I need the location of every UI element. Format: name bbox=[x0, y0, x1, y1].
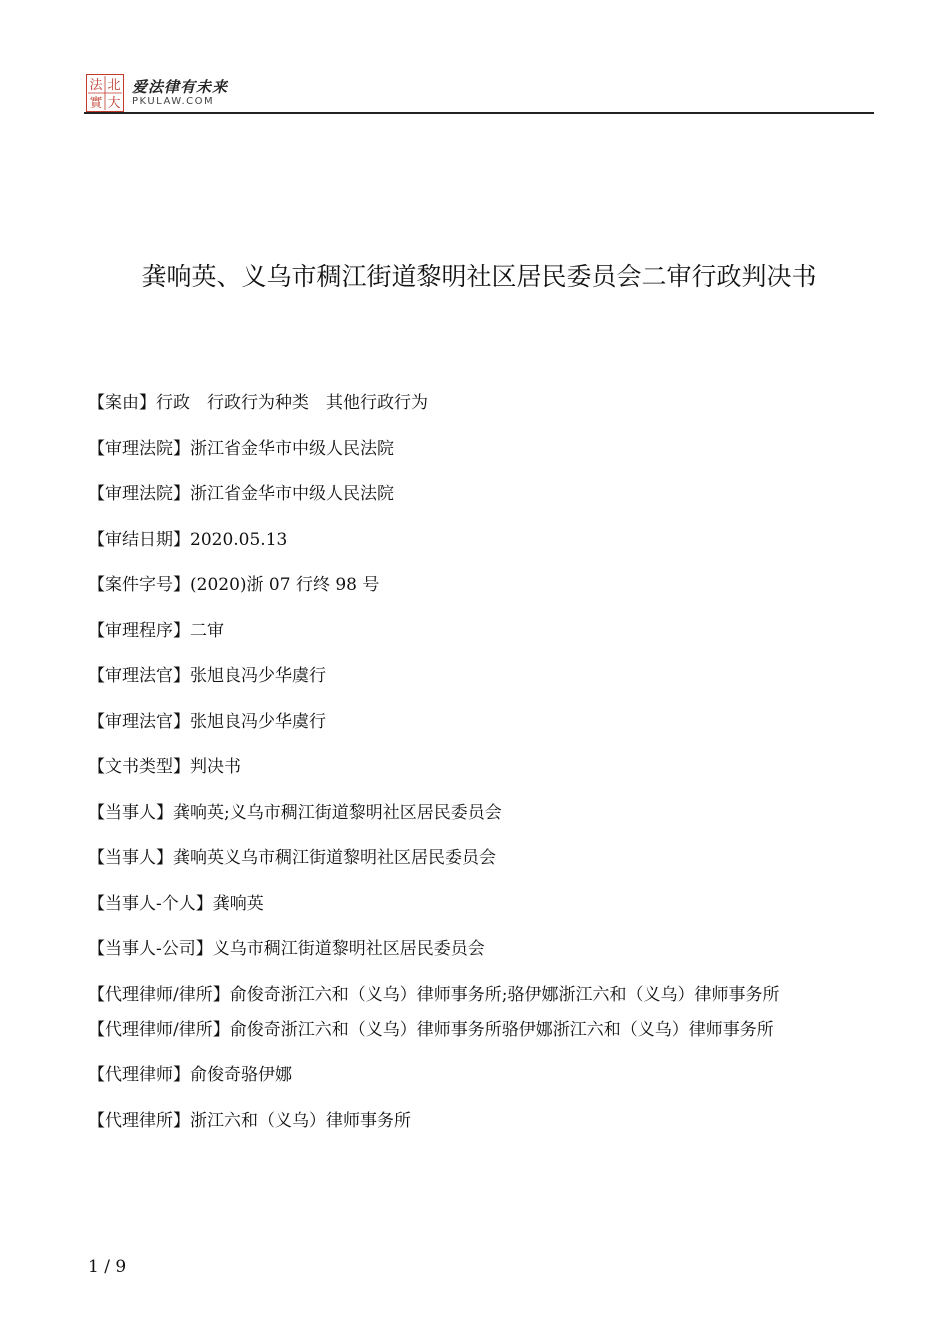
svg-text:北: 北 bbox=[107, 78, 121, 93]
field-procedure bbox=[88, 616, 868, 662]
field-value: 浙江省金华市中级人民法院 bbox=[190, 438, 394, 459]
field-parties bbox=[88, 798, 868, 844]
field-court bbox=[88, 434, 868, 480]
field-court bbox=[88, 479, 868, 525]
field-label: 【审理法院】 bbox=[88, 484, 190, 504]
field-party-individual bbox=[88, 889, 868, 935]
field-label: 【案件字号】 bbox=[88, 575, 190, 595]
field-value: 张旭良冯少华虞行 bbox=[190, 711, 326, 732]
field-label: 【审理法官】 bbox=[88, 666, 190, 686]
field-value: 浙江省金华市中级人民法院 bbox=[190, 484, 394, 504]
svg-text:大: 大 bbox=[107, 96, 121, 111]
field-judges bbox=[88, 661, 868, 707]
field-label: 【当事人-个人】 bbox=[88, 893, 213, 914]
field-value: 龚响英;义乌市稠江街道黎明社区居民委员会 bbox=[173, 802, 502, 823]
field-label: 【审理法院】 bbox=[88, 438, 190, 459]
metadata-fields bbox=[88, 388, 868, 1151]
field-value: 2020.05.13 bbox=[190, 529, 288, 550]
field-label: 【文书类型】 bbox=[88, 757, 190, 777]
field-parties bbox=[88, 843, 868, 889]
field-value: (2020)浙 07 行终 98 号 bbox=[190, 575, 380, 595]
field-value: 义乌市稠江街道黎明社区居民委员会 bbox=[212, 939, 485, 959]
field-law-firm bbox=[88, 1106, 868, 1152]
field-label: 【当事人】 bbox=[88, 802, 173, 823]
field-value: 俞俊奇骆伊娜 bbox=[190, 1065, 292, 1085]
header-divider bbox=[84, 112, 874, 114]
field-value: 张旭良冯少华虞行 bbox=[190, 666, 326, 686]
field-label: 【代理律师】 bbox=[88, 1065, 190, 1085]
field-value: 二审 bbox=[190, 620, 224, 641]
svg-text:實: 實 bbox=[89, 96, 103, 111]
logo-domain: PKULAW.COM bbox=[132, 96, 215, 107]
field-value: 判决书 bbox=[190, 757, 241, 777]
logo-slogan: 爱法律有未来 bbox=[132, 78, 229, 96]
field-value: 俞俊奇浙江六和（义乌）律师事务所;骆伊娜浙江六和（义乌）律师事务所 bbox=[229, 984, 780, 1005]
field-value: 浙江六和（义乌）律师事务所 bbox=[190, 1110, 411, 1131]
field-value: 龚响英 bbox=[212, 893, 264, 914]
page-indicator: 1 / 9 bbox=[88, 1257, 127, 1277]
field-lawyers bbox=[88, 1060, 868, 1106]
field-case-cause bbox=[88, 388, 868, 434]
field-closing-date bbox=[88, 525, 868, 571]
field-label: 【当事人】 bbox=[88, 848, 173, 868]
field-value: 行政 行政行为种类 其他行政行为 bbox=[156, 393, 428, 413]
field-label: 【案由】 bbox=[88, 393, 156, 413]
field-judges bbox=[88, 707, 868, 753]
field-lawyers-firms bbox=[88, 974, 868, 1017]
pkulaw-logo-icon bbox=[86, 74, 124, 112]
field-label: 【代理律师/律所】 bbox=[88, 1019, 230, 1040]
document-title: 龚响英、义乌市稠江街道黎明社区居民委员会二审行政判决书 bbox=[141, 262, 817, 291]
field-value: 龚响英义乌市稠江街道黎明社区居民委员会 bbox=[173, 848, 496, 868]
field-case-number bbox=[88, 570, 868, 616]
field-label: 【审理法官】 bbox=[88, 711, 190, 732]
svg-text:法: 法 bbox=[89, 78, 103, 93]
field-label: 【当事人-公司】 bbox=[88, 939, 213, 959]
field-label: 【审结日期】 bbox=[88, 529, 190, 550]
field-label: 【代理律所】 bbox=[88, 1110, 190, 1131]
field-lawyers-firms bbox=[88, 1015, 868, 1061]
field-label: 【审理程序】 bbox=[88, 620, 190, 641]
page-header bbox=[84, 74, 874, 116]
field-value: 俞俊奇浙江六和（义乌）律师事务所骆伊娜浙江六和（义乌）律师事务所 bbox=[229, 1019, 774, 1040]
field-label: 【代理律师/律所】 bbox=[88, 984, 230, 1005]
field-document-type bbox=[88, 752, 868, 798]
